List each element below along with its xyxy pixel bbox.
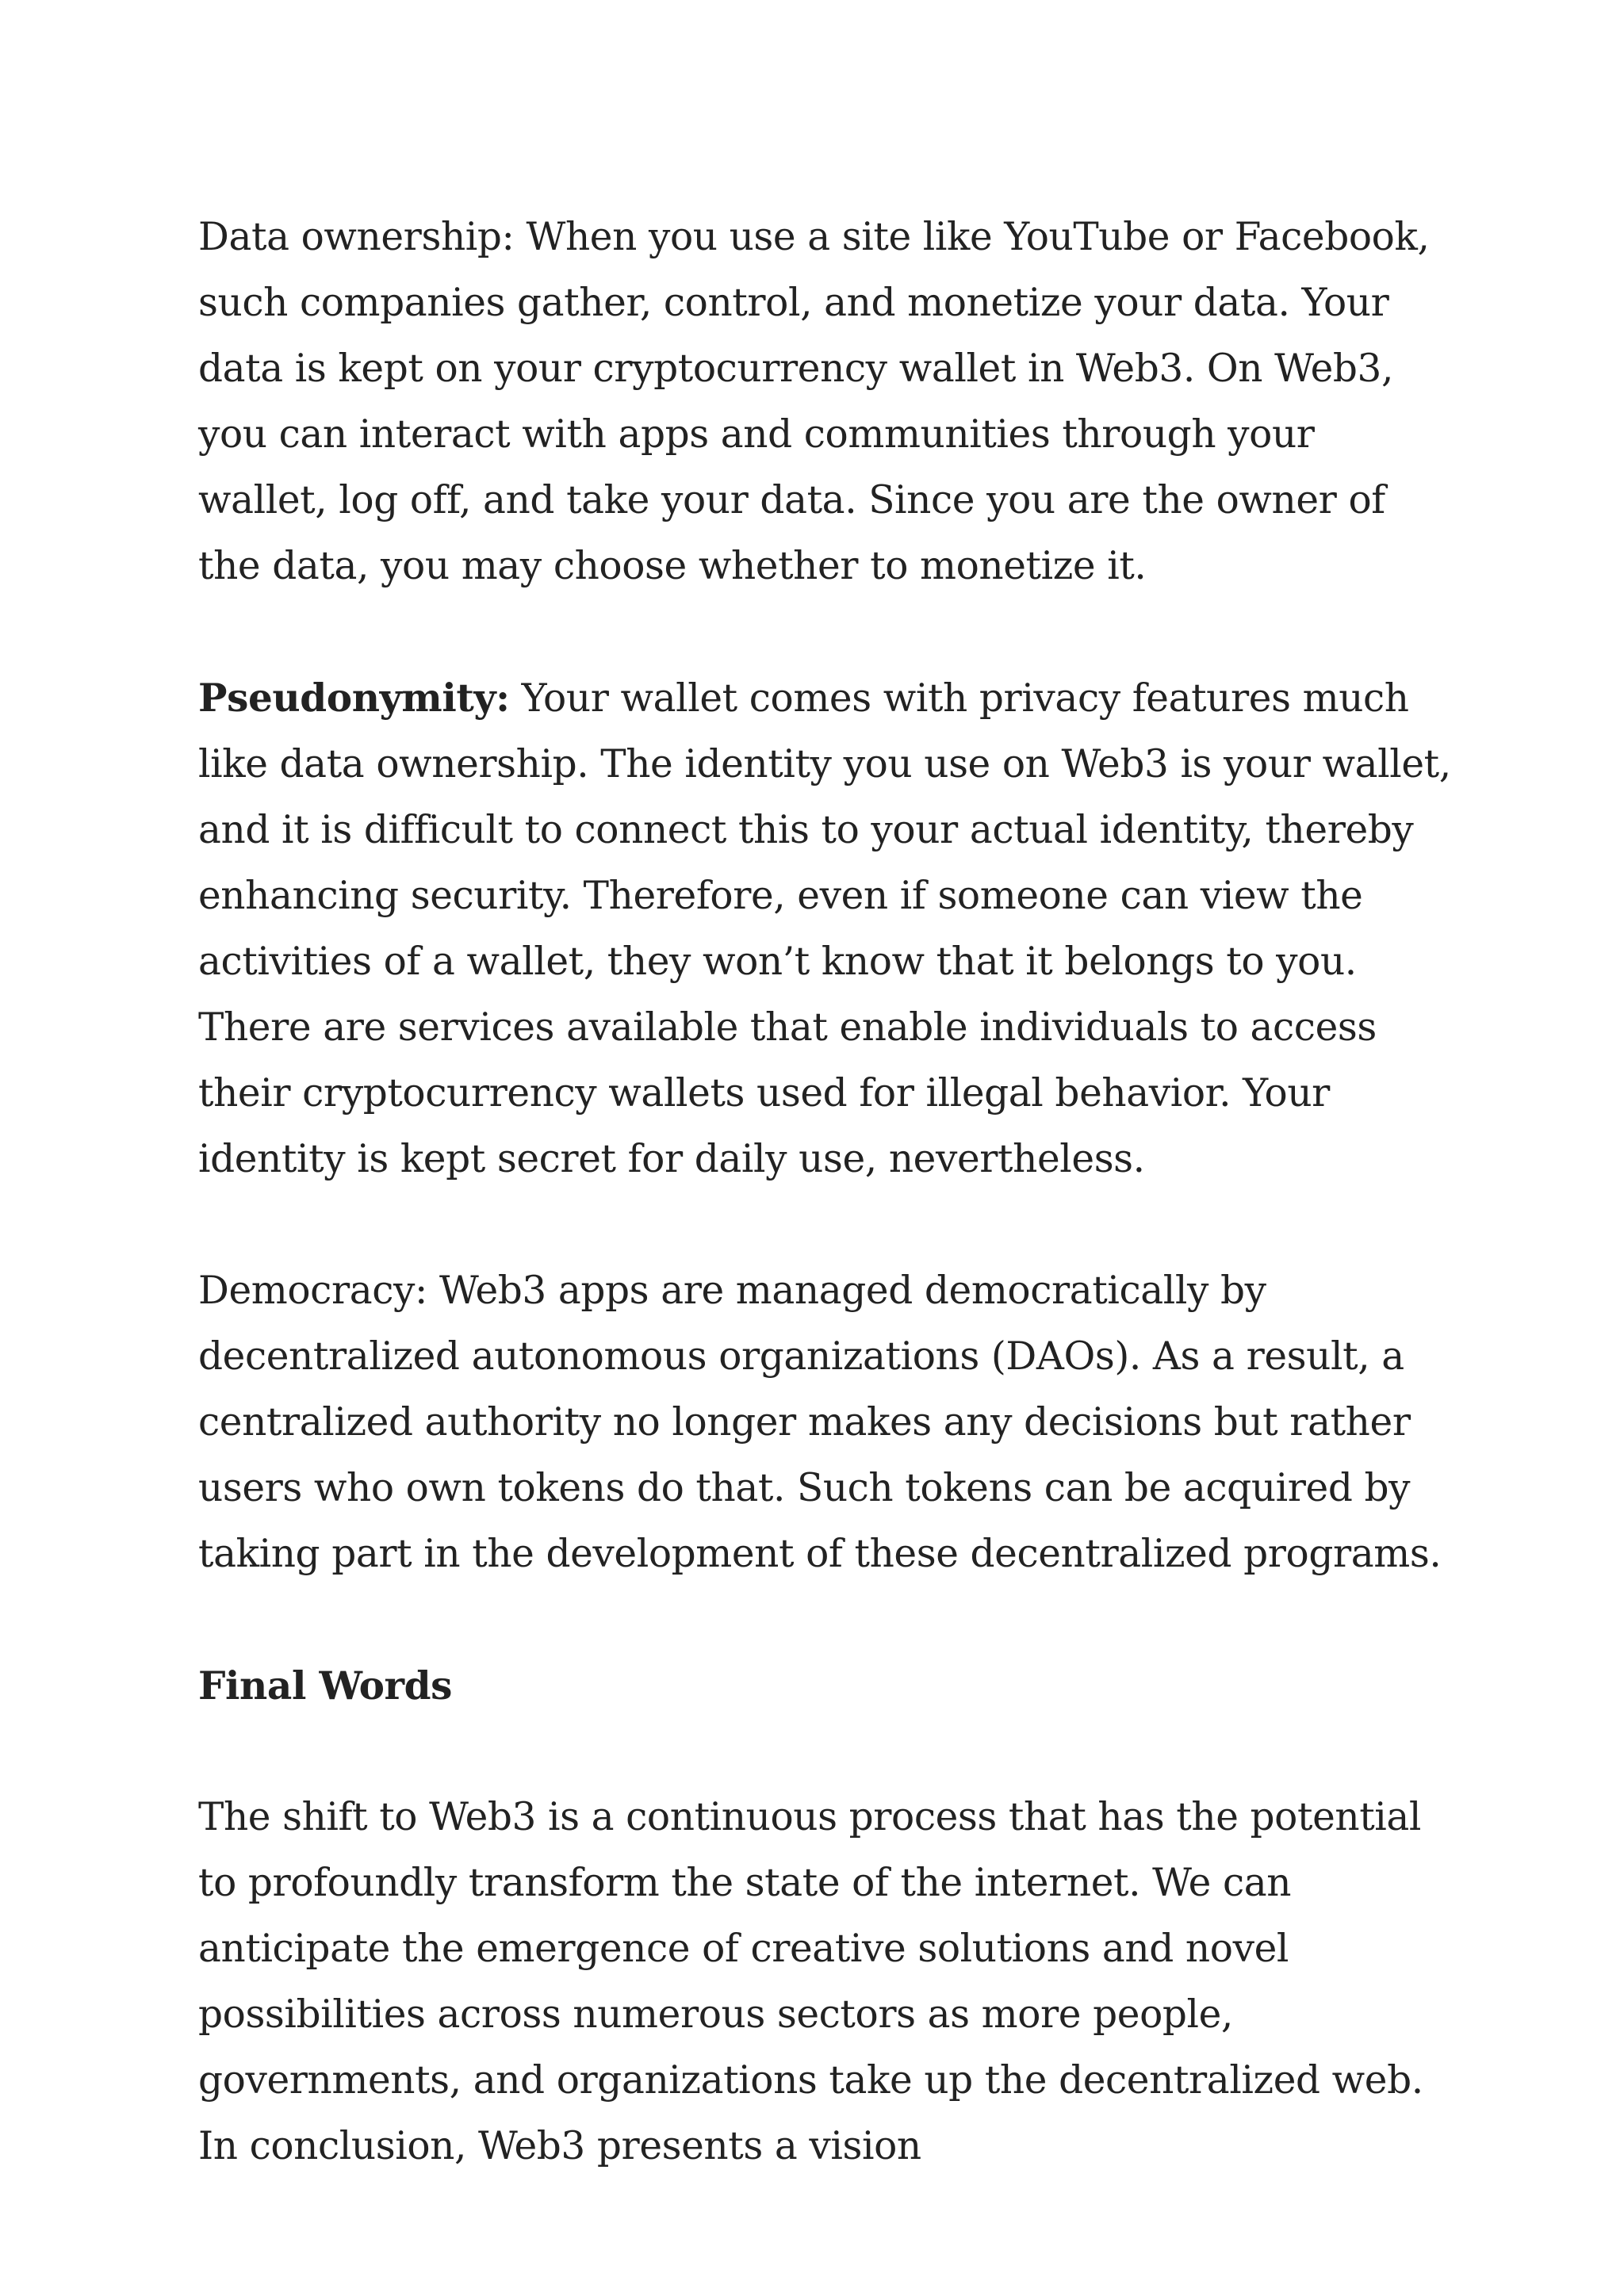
heading-final-words: Final Words bbox=[198, 1663, 453, 1709]
paragraph-final-words: The shift to Web3 is a continuous process that has the potential to profoundly transform the state of the internet. We can anticipate the emergence of creative solutions and novel possibilities across numerous sectors as more people, governments, and organizations take up the decentralized web. In conclusion, Web3 presents a vision bbox=[198, 1795, 1423, 2168]
pseudonymity-label: Pseudonymity: bbox=[198, 675, 510, 721]
paragraph-pseudonymity bbox=[198, 665, 1451, 1192]
article-body bbox=[198, 205, 1451, 2245]
paragraph-data-ownership: Data ownership: When you use a site like YouTube or Facebook, such companies gather, control, and monetize your data. Your data is kept on your cryptocurrency wallet in Web3. On Web3, you can interact with apps and communities through your wallet, log off, and take your data. Since you are the owner of the data, you may choose whether to monetize it. bbox=[198, 215, 1430, 588]
paragraph-democracy: Democracy: Web3 apps are managed democratically by decentralized autonomous organizations (DAOs). As a result, a centralized authority no longer makes any decisions but rather users who own tokens do that. Such tokens can be acquired by taking part in the development of these decentralized programs. bbox=[198, 1269, 1442, 1576]
pseudonymity-text: Your wallet comes with privacy features much like data ownership. The identity you use on Web3 is your wallet, and it is difficult to connect this to your actual identity, thereby enhancing security. Therefore, even if someone can view the activities of a wallet, they won’t know that it belongs to you. There are services available that enable individuals to access their cryptocurrency wallets used for illegal behavior. Your identity is kept secret for daily use, nevertheless. bbox=[198, 676, 1451, 1181]
